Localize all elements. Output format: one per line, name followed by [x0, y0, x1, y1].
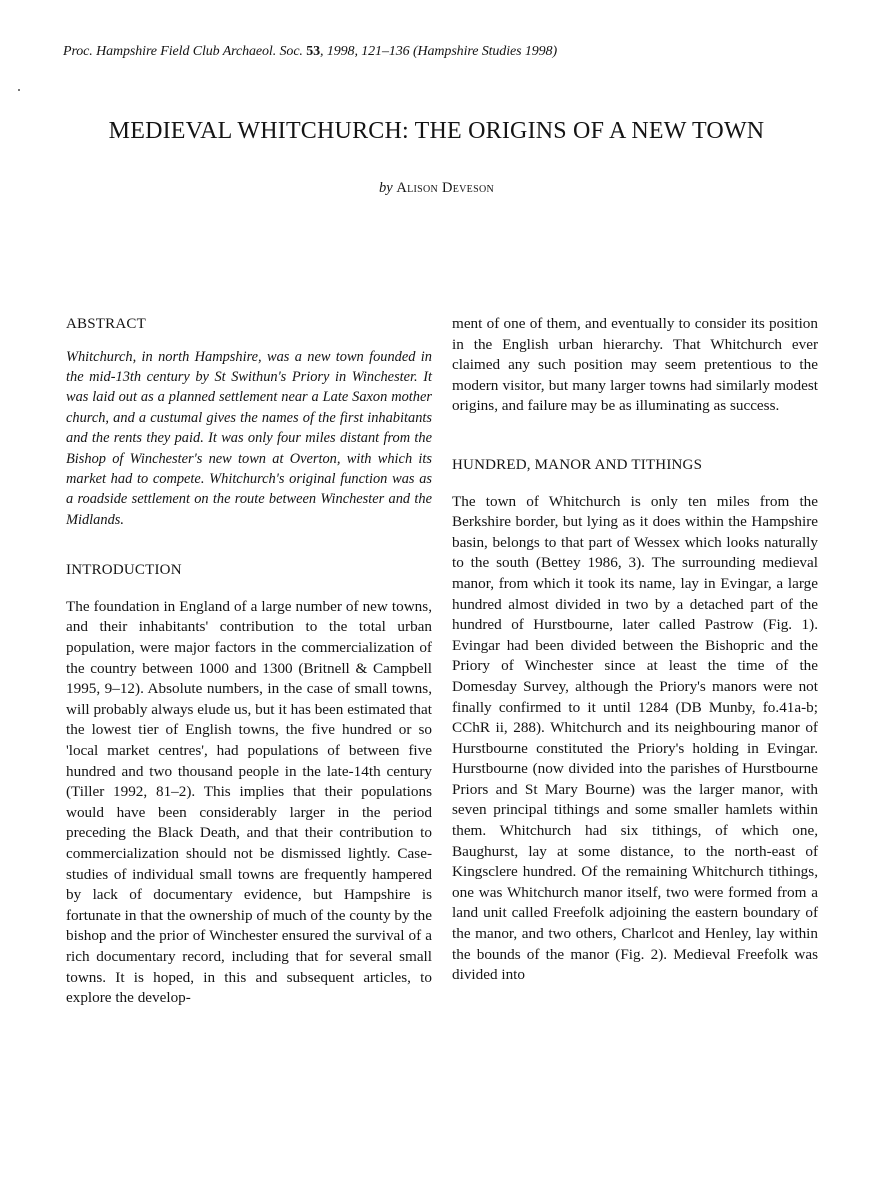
hundred-manor-tithings-heading: HUNDRED, MANOR AND TITHINGS [452, 456, 703, 473]
journal-name: Proc. Hampshire Field Club Archaeol. Soc. [63, 44, 303, 59]
byline-by: by [379, 180, 393, 196]
right-column [452, 314, 818, 986]
introduction-heading: INTRODUCTION [66, 562, 182, 579]
scan-speck [18, 89, 20, 91]
abstract-heading: ABSTRACT [66, 316, 146, 332]
hundred-manor-tithings-text: The town of Whitchurch is only ten miles from the Berkshire border, but lying as it does within the Hampshire basin, belongs to that part of Wessex which looks naturally to the south (Bettey 1986, 3). The surrounding medieval manor, from which it took its name, lay in Evingar, a large hundred almost divided in two by a detached part of the hundred of Hurstbourne, later called Pastrow (Fig. 1). Evingar had been divided between the Bishopric and the Priory of Winchester since at least the time of the Domesday Survey, although the Priory's manors were not finally confirmed to it until 1284 (DB Munby, fo.41a-b; CChR ii, 288). Whitchurch and its neighbouring manor of Hurstbourne constituted the Priory's holding in Evingar. Hurstbourne (now divided into the parishes of Hurstbourne Priors and St Mary Bourne) was the larger manor, with seven principal tithings and some smaller hamlets within them. Whitchurch had six tithings, of which one, Baughurst, lay at some distance, to the north-east of Kingsclere hundred. Of the remaining Whitchurch tithings, one was Whitchurch manor itself, two were formed from a land unit called Freefolk adjoining the eastern boundary of the manor, and two others, Charlcot and Henley, lay within the bounds of the manor (Fig. 2). Medieval Freefolk was divided into [452, 492, 818, 984]
article-title: MEDIEVAL WHITCHURCH: THE ORIGINS OF A NEW TOWN [108, 118, 765, 144]
byline [0, 180, 873, 197]
author-name: Alison Deveson [396, 180, 494, 196]
journal-volume: 53 [306, 44, 321, 59]
journal-citation [63, 44, 557, 60]
abstract-text: Whitchurch, in north Hampshire, was a new town founded in the mid-13th century by St Swithun's Priory in Winchester. It was laid out as a planned settlement near a Late Saxon mother church, and a custumal gives the names of the first inhabitants and the rents they paid. It was only four miles distant from the Bishop of Winchester's new town at Overton, with which its market had to compete. Whitchurch's original function was as a roadside settlement on the route between Winchester and the Midlands. [66, 348, 432, 528]
introduction-text: The foundation in England of a large number of new towns, and their inhabitants' contribution to the total urban population, were major factors in the commercialization of the country between 1000 and 1300 (Britnell & Campbell 1995, 9–12). Absolute numbers, in the case of small towns, will probably always elude us, but it has been estimated that the lowest tier of English towns, the five hundred or so 'local market centres', had populations of between five hundred and two thousand people in the late-14th century (Tiller 1992, 81–2). This implies that their populations would have been considerably larger in the period preceding the Black Death, and that their contribution to commercialization should not be dismissed lightly. Case-studies of individual small towns are frequently hampered by lack of documentary evidence, but Hampshire is fortunate in that the ownership of much of the county by the bishop and the prior of Winchester ensured the survival of a rich documentary record, including that for several small towns. It is hoped, in this and subsequent articles, to explore the develop- [66, 597, 432, 1007]
left-column [66, 314, 432, 1009]
journal-year-pages: , 1998, 121–136 (Hampshire Studies 1998) [320, 44, 558, 59]
introduction-continued: ment of one of them, and eventually to consider its position in the English urban hierarchy. That Whitchurch ever claimed any such position may seem pretentious to the modern visitor, but many larger towns had similarly modest origins, and failure may be as illuminating as success. [452, 315, 818, 415]
